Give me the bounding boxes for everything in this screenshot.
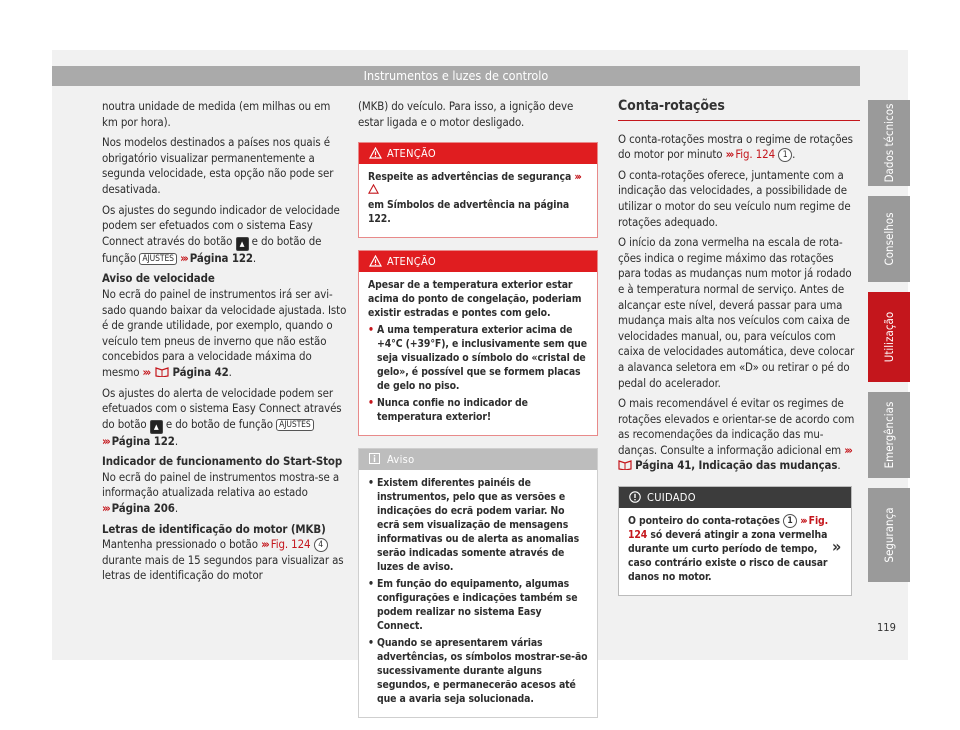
caution-header: CUIDADO <box>619 487 851 508</box>
book-icon <box>618 459 632 470</box>
list-item: • Em função do equipamento, algumas configurações e indicações também se podem realizar no sistema Easy Connect. <box>368 577 588 633</box>
paragraph: O conta-rotações oferece, juntamente com a indicação das velocidades, a possibilidade de utilizar o motor do seu veículo num regime de rotações adequado. <box>618 167 851 229</box>
note-box <box>358 448 598 718</box>
arrow-ref-icon: ››› <box>180 250 187 265</box>
tab-emergencias[interactable]: Emergências <box>868 392 910 478</box>
list-item: • Existem diferentes painéis de instrumentos, pelo que as versões e indicações do ecrã podem variar. No ecrã sem visualização de mensagens informativas ou de alerta as anomalias serão indicadas somente através de luzes de aviso. <box>368 476 588 574</box>
paragraph: Os ajustes do alerta de velocidade podem ser efetuados com o sistema Easy Connect através do botão ▲ e do botão de função AJUSTES ››› Página 122. <box>102 385 342 448</box>
function-button: AJUSTES <box>139 253 177 265</box>
subheading: Indicador de funcionamento do Start-Stop <box>102 454 343 469</box>
list-item: • Quando se apresentarem várias advertências, os símbolos mostrar-se-ão sucessivamente durante alguns segundos, e permanecerão acesos até que a avaria seja solucionada. <box>368 636 588 706</box>
warning-header: ATENÇÃO <box>359 143 597 164</box>
paragraph: O início da zona vermelha na escala de rotações indica o regime máximo das rotações para todas as mudanças num motor já rodado e à temperatura normal de serviço. Antes de alcançar este nível, deverá passar para uma mudança mais alta nos veículos com caixa de velocidades manual, ou, para veículos com caixa de velocidades automática, deve colocar a alavanca seletora em «D» ou retirar o pé do pedal do acelerador. <box>618 235 855 390</box>
warning-box: ATENÇÃO Respeite as advertências de segurança ››› em Símbolos de advertência na página 122. <box>358 142 598 238</box>
tab-seguranca[interactable]: Segurança <box>868 488 910 582</box>
paragraph: No ecrã do painel de instrumentos irá ser avisado quando baixar da velocidade ajustada. Isto é de grande utilidade, por exemplo, quando o veículo tem pneus de inverno que não estão concebidos para a velocidade máxima do mesmo ››› Página 42. <box>102 286 347 379</box>
column-2 <box>358 99 598 730</box>
page-link[interactable]: Página 42 <box>172 364 229 379</box>
arrow-ref-icon: ››› <box>574 171 580 184</box>
page-link[interactable]: Página 206 <box>111 501 175 516</box>
page-link[interactable]: Página 122 <box>111 433 175 448</box>
page-link[interactable]: Página 122 <box>189 250 253 265</box>
subheading: Letras de identificação do motor (MKB) <box>102 521 326 536</box>
column-3 <box>618 99 858 608</box>
arrow-ref-icon: ››› <box>261 537 268 552</box>
exclamation-circle-icon <box>629 491 641 503</box>
warning-triangle-icon <box>369 147 382 159</box>
paragraph: (MKB) do veículo. Para isso, a ignição deve estar ligada e o motor desligado. <box>358 99 574 129</box>
column-1 <box>102 99 347 589</box>
car-button-icon: ▲ <box>150 420 163 434</box>
arrow-ref-icon: ››› <box>844 442 851 457</box>
page-link[interactable]: Página 41, Indicação das mudanças <box>635 458 838 473</box>
arrow-ref-icon: ››› <box>800 515 806 528</box>
caution-box: CUIDADO O ponteiro do conta-rotações 1 ››› Fig. 124 só deverá atingir a zona vermelha durante um curto período de tempo, caso contrário existe o risco de causar danos no motor. <box>618 486 852 596</box>
paragraph: Os ajustes do segundo indicador de velocidade podem ser efetuados com o sistema Easy Connect através do botão ▲ e do botão de função AJUSTES ››› Página 122. <box>102 202 340 265</box>
callout-number: 4 <box>314 538 328 552</box>
warning-triangle-icon <box>369 255 382 267</box>
warning-triangle-icon <box>368 184 379 194</box>
paragraph: O conta-rotações mostra o regime de rotações do motor por minuto ››› Fig. 124 1 . <box>618 131 853 162</box>
tab-conselhos[interactable]: Conselhos <box>868 196 910 282</box>
function-button: AJUSTES <box>276 419 314 431</box>
continue-mark: » <box>832 537 842 556</box>
tab-utilizacao[interactable]: Utilização <box>868 292 910 382</box>
section-title: Conta-rotações <box>618 99 860 121</box>
book-icon <box>155 366 169 377</box>
subheading: Aviso de velocidade <box>102 271 215 286</box>
callout-number: 1 <box>783 514 797 528</box>
paragraph: Nos modelos destinados a países nos quais é obrigatório visualizar permanentemente a segunda velocidade, esta opção não pode ser desativada. <box>102 135 334 196</box>
info-icon <box>369 453 380 464</box>
arrow-ref-icon: ››› <box>102 433 109 448</box>
car-button-icon: ▲ <box>236 237 249 251</box>
list-item: • A uma temperatura exterior acima de +4°C (+39°F), e inclusivamente sem que seja visualizado o símbolo do «cristal de gelo», é possível que se formem placas de gelo no piso. <box>368 323 588 393</box>
paragraph: No ecrã do painel de instrumentos mostra-se a informação atualizada relativa ao estado ››› Página 206. <box>102 469 340 516</box>
figure-link[interactable]: Fig. 124 <box>270 537 311 552</box>
callout-number: 1 <box>778 148 792 162</box>
paragraph: O mais recomendável é evitar os regimes de rotações elevados e orientar-se de acordo com as recomendações da indicação das mudanças. Consulte a informação adicional em ››› Página 41, Indicação das mudanças. <box>618 396 855 473</box>
note-header: Aviso <box>359 449 597 470</box>
paragraph: Mantenha pressionado o botão ››› Fig. 124 4 durante mais de 15 segundos para visualizar as letras de identificação do motor <box>102 537 344 583</box>
page-number: 119 <box>877 621 896 634</box>
page-header: Instrumentos e luzes de controlo <box>52 66 860 86</box>
warning-box: ATENÇÃO Apesar de a temperatura exterior estar acima do ponto de congelação, poderiam existir estradas e pontes com gelo. • A uma temperatura exterior acima de +4°C (+39°F), e inclusivamente sem que seja visualizado o símbolo do «cristal de gelo», é possível que se formem placas de gelo no piso. • Nunca confie no indicador de temperatura exterior! <box>358 250 598 436</box>
paragraph: noutra unidade de medida (em milhas ou em km por hora). <box>102 99 331 129</box>
arrow-ref-icon: ››› <box>102 501 109 516</box>
figure-link[interactable]: Fig. 124 <box>735 147 775 162</box>
tab-dados-tecnicos[interactable]: Dados técnicos <box>868 100 910 186</box>
warning-header: ATENÇÃO <box>359 251 597 272</box>
arrow-ref-icon: ››› <box>142 364 150 379</box>
list-item: • Nunca confie no indicador de temperatura exterior! <box>368 396 588 424</box>
arrow-ref-icon: ››› <box>725 147 733 162</box>
figure-link[interactable]: Fig. 124 <box>628 515 829 542</box>
